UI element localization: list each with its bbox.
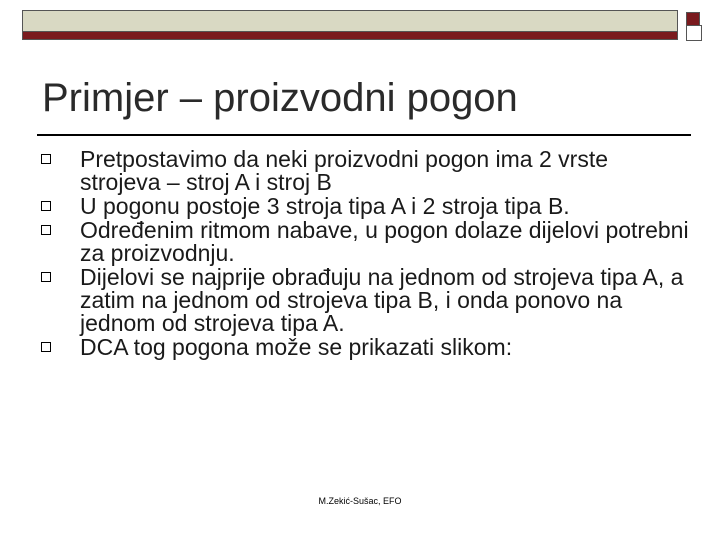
bullet-text-2: U pogonu postoje 3 stroja tipa A i 2 stroja tipa B. [80, 193, 570, 219]
bullet-text-3: Određenim ritmom nabave, u pogon dolaze dijelovi potrebni za proizvodnju. [80, 217, 689, 266]
slide-footer: M.Zekić-Sušac, EFO [318, 496, 402, 506]
slide-title: Primjer – proizvodni pogon [42, 76, 518, 120]
header-corner-square-filled [686, 12, 700, 26]
title-divider [37, 134, 691, 136]
square-bullet-icon [41, 272, 51, 282]
square-bullet-icon [41, 225, 51, 235]
bullet-item-4 [40, 266, 690, 335]
header-decoration-bar [22, 10, 678, 40]
bullet-item-1 [40, 148, 690, 194]
bullet-list [40, 148, 690, 360]
square-bullet-icon [41, 342, 51, 352]
bullet-text-1: Pretpostavimo da neki proizvodni pogon ima 2 vrste strojeva – stroj A i stroj B [80, 146, 609, 195]
square-bullet-icon [41, 154, 51, 164]
header-corner-square-outline [686, 25, 702, 41]
bullet-item-5 [40, 336, 690, 359]
header-accent-stripe [23, 31, 677, 39]
bullet-text-4: Dijelovi se najprije obrađuju na jednom od strojeva tipa A, a zatim na jednom od strojeva tipa B, i onda ponovo na jednom od strojeva tipa A. [80, 264, 684, 336]
bullet-item-2 [40, 195, 690, 218]
bullet-item-3 [40, 219, 690, 265]
square-bullet-icon [41, 201, 51, 211]
bullet-text-5: DCA tog pogona može se prikazati slikom: [80, 334, 513, 360]
